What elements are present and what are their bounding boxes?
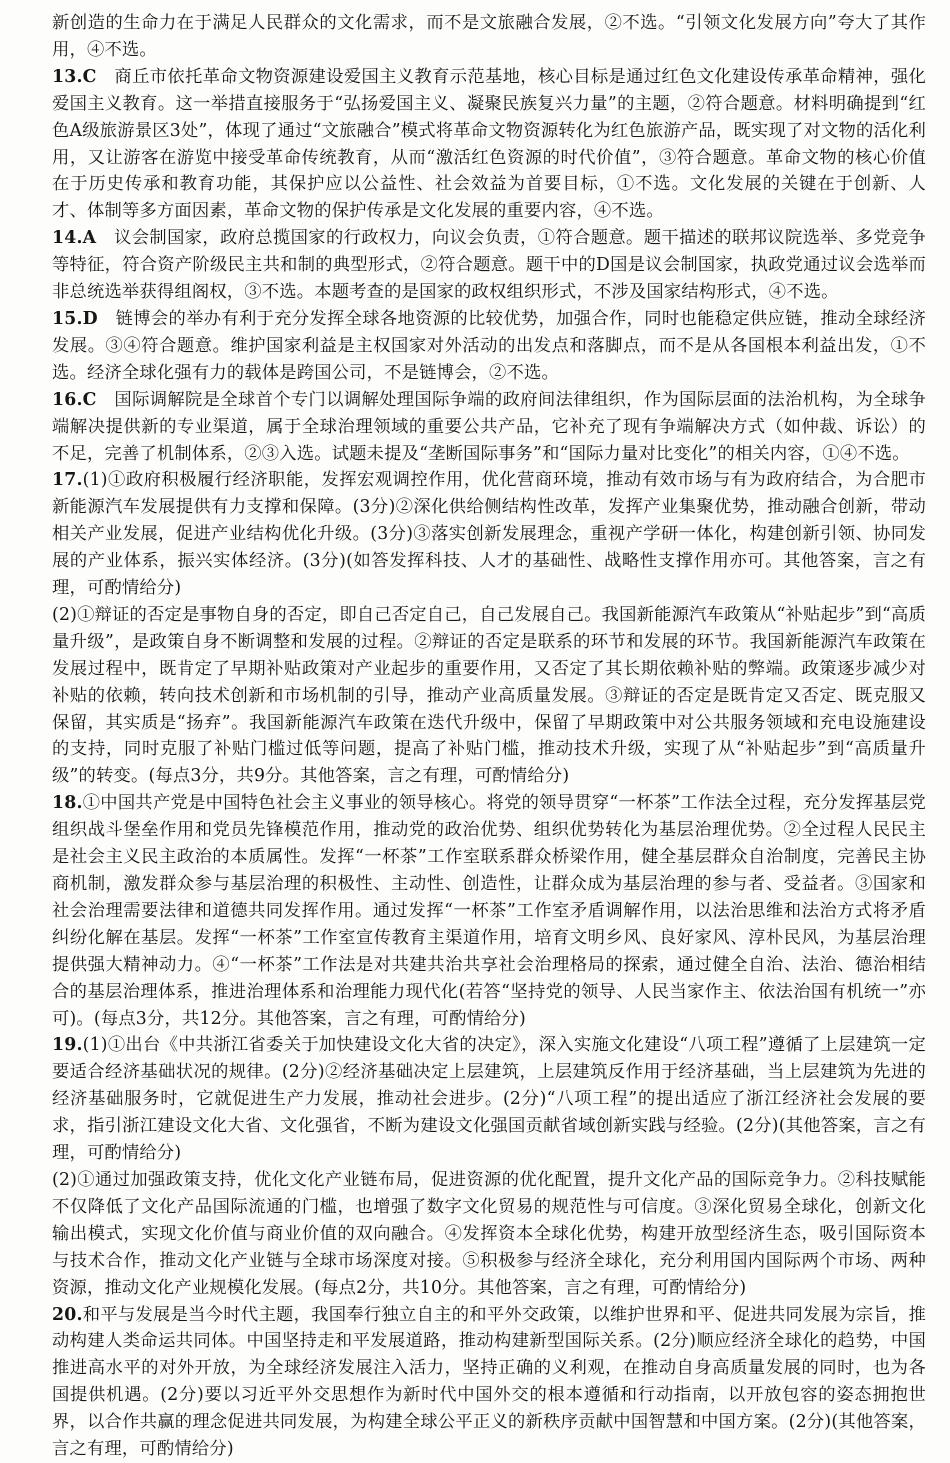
answer-item-14 [52, 225, 926, 306]
answer-15-paragraph [52, 306, 926, 387]
answer-16-paragraph [52, 387, 926, 468]
answer-item-16 [52, 387, 926, 468]
answer-18-paragraph [52, 790, 926, 1032]
answer-item-17 [52, 467, 926, 790]
answer-13-number: 13.C [52, 66, 97, 87]
answer-14-number: 14.A [52, 228, 97, 249]
answer-19-part-2: (2)①通过加强政策支持，优化文化产业链布局，促进资源的优化配置，提升文化产品的国际竞争力。②科技赋能不仅降低了文化产品国际流通的门槛，也增强了数字文化贸易的规范性与可信度。③深化贸易全球化，创新文化输出模式，实现文化价值与商业价值的双向融合。④发挥资本全球化优势，构建开放型经济生态，吸引国际资本与技术合作，推动文化产业链与全球市场深度对接。⑤积极参与经济全球化，充分利用国内国际两个市场、两种资源，推动文化产业规模化发展。(每点2分，共10分。其他答案，言之有理，可酌情给分) [52, 1169, 926, 1298]
answer-18-text: ①中国共产党是中国特色社会主义事业的领导核心。将党的领导贯穿“一杯茶”工作法全过程，充分发挥基层党组织战斗堡垒作用和党员先锋模范作用，推动党的政治优势、组织优势转化为基层治理优势。②全过程人民民主是社会主义民主政治的本质属性。发挥“一杯茶”工作室联系群众桥梁作用，健全基层群众自治制度，完善民主协商机制，激发群众参与基层治理的积极性、主动性、创造性，让群众成为基层治理的参与者、受益者。③国家和社会治理需要法律和道德共同发挥作用。通过发挥“一杯茶”工作室矛盾调解作用，以法治思维和法治方式将矛盾纠纷化解在基层。发挥“一杯茶”工作室宣传教育主渠道作用，培育文明乡风、良好家风、淳朴民风，为基层治理提供强大精神动力。④“一杯茶”工作法是对共建共治共享社会治理格局的探索，通过健全自治、法治、德治相结合的基层治理体系，推进治理体系和治理能力现代化(若答“坚持党的领导、人民当家作主、依法治国有机统一”亦可)。(每点3分，共12分。其他答案，言之有理，可酌情给分) [52, 793, 926, 1029]
answer-13-paragraph [52, 64, 926, 225]
answer-19-number: 19. [52, 1035, 83, 1056]
answer-19-text: (1)①出台《中共浙江省委关于加快建设文化大省的决定》，深入实施文化建设“八项工程”遵循了上层建筑一定要适合经济基础状况的规律。(2分)②经济基础决定上层建筑，上层建筑反作用于经济基础，当上层建筑为先进的经济基础服务时，它就促进生产力发展，推动社会进步。(2分)“八项工程”的提出适应了浙江经济社会发展的要求，指引浙江建设文化大省、文化强省，不断为建设文化强国贡献省域创新实践与经验。(2分)(其他答案，言之有理，可酌情给分) [52, 1035, 926, 1164]
answer-17-part-1 [52, 467, 926, 602]
answer-item-15 [52, 306, 926, 387]
answer-20-number: 20. [52, 1304, 83, 1325]
answer-20-text: 和平与发展是当今时代主题，我国奉行独立自主的和平外交政策，以维护世界和平、促进共同发展为宗旨，推动构建人类命运共同体。中国坚持走和平发展道路，推动构建新型国际关系。(2分)顺应经济全球化的趋势，中国推进高水平的对外开放，为全球经济发展注入活力，坚持正确的义利观，在推动自身高质量发展的同时，也为各国提供机遇。(2分)要以习近平外交思想作为新时代中国外交的根本遵循和行动指南，以开放包容的姿态拥抱世界，以合作共赢的理念促进共同发展，为构建全球公平正义的新秩序贡献中国智慧和中国方案。(2分)(其他答案，言之有理，可酌情给分) [52, 1304, 926, 1460]
answer-item-20 [52, 1302, 926, 1463]
answer-17-text: (1)①政府积极履行经济职能，发挥宏观调控作用，优化营商环境，推动有效市场与有为政府结合，为合肥市新能源汽车发展提供有力支撑和保障。(3分)②深化供给侧结构性改革，发挥产业集聚优势，推动融合创新，带动相关产业发展，促进产业结构优化升级。(3分)③落实创新发展理念，重视产学研一体化，构建创新引领、协同发展的产业体系，振兴实体经济。(3分)(如答发挥科技、人才的基础性、战略性支撑作用亦可。其他答案，言之有理，可酌情给分) [52, 470, 926, 599]
answer-item-19 [52, 1032, 926, 1301]
answer-16-number: 16.C [52, 389, 97, 410]
answer-19-part-1 [52, 1032, 926, 1167]
answer-20-paragraph [52, 1302, 926, 1463]
continuation-paragraph: 新创造的生命力在于满足人民群众的文化需求，而不是文旅融合发展，②不选。“引领文化发展方向”夸大了其作用，④不选。 [52, 13, 926, 60]
answer-16-text: 国际调解院是全球首个专门以调解处理国际争端的政府间法律组织，作为国际层面的法治机构，为全球争端解决提供新的专业渠道，属于全球治理领域的重要公共产品，它补充了现有争端解决方式（如仲裁、诉讼）的不足，完善了机制体系，②③入选。试题未提及“垄断国际事务”和“国际力量对比变化”的相关内容，①④不选。 [52, 389, 926, 464]
answer-13-text: 商丘市依托革命文物资源建设爱国主义教育示范基地，核心目标是通过红色文化建设传承革命精神，强化爱国主义教育。这一举措直接服务于“弘扬爱国主义、凝聚民族复兴力量”的主题，②符合题意。材料明确提到“红色A级旅游景区3处”，体现了通过“文旅融合”模式将革命文物资源转化为红色旅游产品，既实现了对文物的活化利用，又让游客在游览中接受革命传统教育，从而“激活红色资源的时代价值”，③符合题意。革命文物的核心价值在于历史传承和教育功能，其保护应以公益性、社会效益为首要目标，①不选。文化发展的关键在于创新、人才、体制等多方面因素，革命文物的保护传承是文化发展的重要内容，④不选。 [52, 66, 926, 222]
answer-14-text: 议会制国家，政府总揽国家的行政权力，向议会负责，①符合题意。题干描述的联邦议院选举、多党竞争等特征，符合资产阶级民主共和制的典型形式，②符合题意。题干中的D国是议会制国家，执政党通过议会选举而非总统选举获得组阁权，③不选。本题考查的是国家的政权组织形式，不涉及国家结构形式，④不选。 [52, 228, 926, 303]
answer-17-part-2: (2)①辩证的否定是事物自身的否定，即自己否定自己，自己发展自己。我国新能源汽车政策从“补贴起步”到“高质量升级”，是政策自身不断调整和发展的过程。②辩证的否定是联系的环节和发展的环节。我国新能源汽车政策在发展过程中，既肯定了早期补贴政策对产业起步的重要作用，又否定了其长期依赖补贴的弊端。政策逐步减少对补贴的依赖，转向技术创新和市场机制的引导，推动产业高质量发展。③辩证的否定是既肯定又否定、既克服又保留，其实质是“扬弃”。我国新能源汽车政策在迭代升级中，保留了早期政策中对公共服务领域和充电设施建设的支持，同时克服了补贴门槛过低等问题，提高了补贴门槛，推动技术升级，实现了从“补贴起步”到“高质量升级”的转变。(每点3分，共9分。其他答案，言之有理，可酌情给分) [52, 604, 926, 787]
answer-17-number: 17. [52, 470, 83, 491]
answer-15-number: 15.D [52, 308, 98, 329]
answer-15-text: 链博会的举办有利于充分发挥全球各地资源的比较优势，加强合作，同时也能稳定供应链，推动全球经济发展。③④符合题意。维护国家利益是主权国家对外活动的出发点和落脚点，而不是从各国根本利益出发，①不选。经济全球化强有力的载体是跨国公司，不是链博会，②不选。 [52, 308, 926, 383]
answer-item-13 [52, 64, 926, 225]
answer-item-18 [52, 790, 926, 1032]
answer-14-paragraph [52, 225, 926, 306]
answer-18-number: 18. [52, 793, 83, 814]
